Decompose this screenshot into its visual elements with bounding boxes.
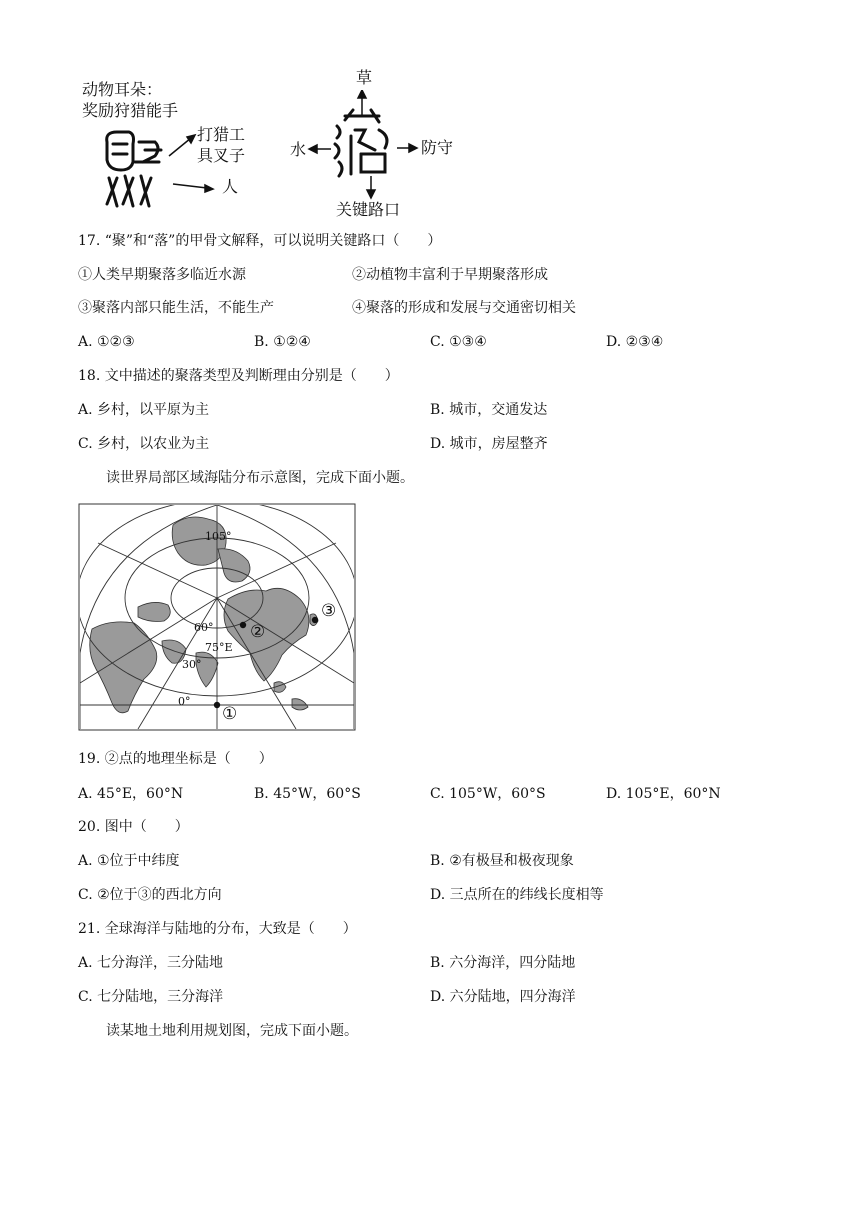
next-intro: 读某地土地利用规划图，完成下面小题。: [106, 1023, 358, 1039]
q20-option-c[interactable]: C. ②位于③的西北方向: [78, 887, 222, 903]
map-intro: 读世界局部区域海陆分布示意图，完成下面小题。: [106, 470, 414, 486]
world-map-figure: [78, 503, 356, 731]
q21-option-c[interactable]: C. 七分陆地，三分海洋: [78, 989, 224, 1005]
ju-person-label: 人: [222, 177, 239, 196]
q19-option-c[interactable]: C. 105°W，60°S: [430, 786, 546, 802]
q18-option-d[interactable]: D. 城市，房屋整齐: [430, 436, 548, 452]
ju-ear-label-2: 奖励狩猎能手: [82, 101, 179, 120]
map-label-105: 105°: [205, 530, 232, 543]
luo-grass-label: 草: [356, 68, 373, 87]
q17-statement-3: ③聚落内部只能生活，不能生产: [78, 300, 274, 316]
ju-tool-label-2: 具叉子: [197, 146, 246, 165]
q19-option-b[interactable]: B. 45°W，60°S: [254, 786, 361, 802]
q17-option-c[interactable]: C. ①③④: [430, 334, 487, 350]
q17-option-b[interactable]: B. ①②④: [254, 334, 311, 350]
q17-option-a[interactable]: A. ①②③: [78, 334, 135, 350]
q18-option-a[interactable]: A. 乡村，以平原为主: [78, 402, 210, 418]
q21-option-b[interactable]: B. 六分海洋，四分陆地: [430, 955, 576, 971]
q18-option-c[interactable]: C. 乡村，以农业为主: [78, 436, 210, 452]
q20-option-d[interactable]: D. 三点所在的纬线长度相等: [430, 887, 604, 903]
q18-option-b[interactable]: B. 城市，交通发达: [430, 402, 548, 418]
luo-water-label: 水: [290, 140, 307, 159]
ju-ear-label-1: 动物耳朵：: [82, 80, 163, 99]
q17-statement-4: ④聚落的形成和发展与交通密切相关: [352, 300, 576, 316]
q19-option-d[interactable]: D. 105°E，60°N: [606, 786, 721, 802]
map-label-0: 0°: [178, 695, 191, 708]
map-point-1: ①: [222, 704, 238, 724]
luo-defense-label: 防守: [421, 138, 454, 157]
luo-road-label: 关键路口: [336, 200, 401, 219]
q21-option-d[interactable]: D. 六分陆地，四分海洋: [430, 989, 576, 1005]
q20-option-a[interactable]: A. ①位于中纬度: [78, 853, 180, 869]
q17-statement-1: ①人类早期聚落多临近水源: [78, 267, 246, 283]
q19-option-a[interactable]: A. 45°E，60°N: [78, 786, 184, 802]
map-label-75e: 75°E: [205, 641, 233, 654]
map-point-2: ②: [250, 622, 266, 642]
q18-stem: 18. 文中描述的聚落类型及判断理由分别是（ ）: [78, 368, 399, 384]
q21-option-a[interactable]: A. 七分海洋，三分陆地: [78, 955, 224, 971]
q17-option-d[interactable]: D. ②③④: [606, 334, 664, 350]
q17-statement-2: ②动植物丰富利于早期聚落形成: [352, 267, 548, 283]
q19-stem: 19. ②点的地理坐标是（ ）: [78, 751, 273, 767]
q21-stem: 21. 全球海洋与陆地的分布，大致是（ ）: [78, 921, 357, 937]
map-label-30: 30°: [182, 658, 202, 671]
ju-glyph-drawing: [95, 122, 245, 212]
q20-option-b[interactable]: B. ②有极昼和极夜现象: [430, 853, 574, 869]
luo-glyph-drawing: [305, 90, 420, 202]
q20-stem: 20. 图中（ ）: [78, 819, 189, 835]
ju-tool-label-1: 打猎工: [197, 125, 246, 144]
map-point-3: ③: [321, 601, 337, 621]
q17-stem: 17. “聚”和“落”的甲骨文解释，可以说明关键路口（ ）: [78, 233, 442, 249]
map-label-60: 60°: [194, 621, 214, 634]
